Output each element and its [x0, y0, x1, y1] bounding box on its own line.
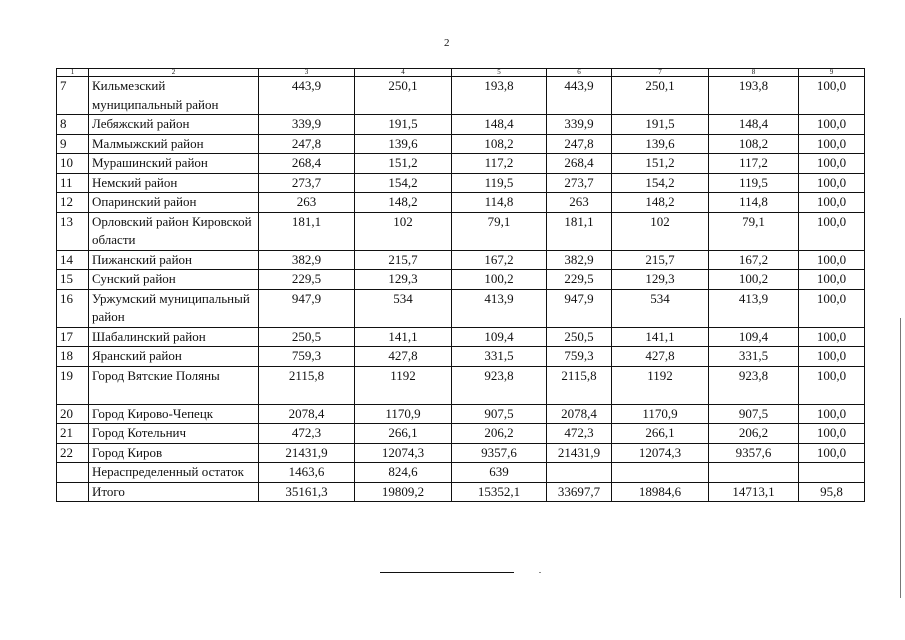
value-cell: 268,4 [547, 154, 612, 174]
value-cell: 100,0 [799, 115, 865, 135]
value-cell: 148,4 [709, 115, 799, 135]
value-cell [547, 463, 612, 483]
value-cell: 229,5 [259, 270, 355, 290]
table-row [57, 463, 865, 483]
row-number-cell [57, 482, 89, 502]
value-cell: 1463,6 [259, 463, 355, 483]
value-cell: 119,5 [709, 173, 799, 193]
scan-edge-line [900, 318, 901, 598]
value-cell: 100,0 [799, 404, 865, 424]
table-row [57, 193, 865, 213]
value-cell: 100,0 [799, 366, 865, 404]
value-cell: 35161,3 [259, 482, 355, 502]
table-row [57, 134, 865, 154]
value-cell: 250,1 [612, 77, 709, 115]
row-number-cell: 17 [57, 327, 89, 347]
value-cell: 206,2 [709, 424, 799, 444]
value-cell: 12074,3 [355, 443, 452, 463]
value-cell: 100,0 [799, 134, 865, 154]
value-cell: 472,3 [259, 424, 355, 444]
value-cell: 247,8 [547, 134, 612, 154]
value-cell: 229,5 [547, 270, 612, 290]
row-number-cell: 14 [57, 250, 89, 270]
value-cell: 382,9 [259, 250, 355, 270]
value-cell: 266,1 [612, 424, 709, 444]
value-cell: 268,4 [259, 154, 355, 174]
value-cell: 15352,1 [452, 482, 547, 502]
row-number-cell: 10 [57, 154, 89, 174]
row-number-cell: 22 [57, 443, 89, 463]
value-cell: 167,2 [452, 250, 547, 270]
municipality-name-cell: Город Кирово-Чепецк [89, 404, 259, 424]
value-cell: 154,2 [612, 173, 709, 193]
municipality-name-cell: Немский район [89, 173, 259, 193]
value-cell: 108,2 [452, 134, 547, 154]
value-cell: 100,0 [799, 193, 865, 213]
value-cell: 100,0 [799, 347, 865, 367]
value-cell: 148,2 [355, 193, 452, 213]
municipality-name-cell: Нераспределенный остаток [89, 463, 259, 483]
value-cell: 215,7 [355, 250, 452, 270]
row-number-cell: 12 [57, 193, 89, 213]
value-cell: 108,2 [709, 134, 799, 154]
value-cell: 151,2 [612, 154, 709, 174]
value-cell: 266,1 [355, 424, 452, 444]
value-cell: 639 [452, 463, 547, 483]
value-cell: 100,0 [799, 173, 865, 193]
municipality-name-cell: Город Котельнич [89, 424, 259, 444]
value-cell: 947,9 [259, 289, 355, 327]
row-number-cell: 19 [57, 366, 89, 404]
value-cell: 21431,9 [547, 443, 612, 463]
value-cell: 100,0 [799, 443, 865, 463]
value-cell: 79,1 [452, 212, 547, 250]
page-number: 2 [444, 37, 450, 49]
municipality-name-cell: Кильмезский муниципальный район [89, 77, 259, 115]
value-cell: 139,6 [612, 134, 709, 154]
value-cell: 427,8 [612, 347, 709, 367]
municipality-name-cell: Итого [89, 482, 259, 502]
value-cell: 2115,8 [547, 366, 612, 404]
value-cell: 339,9 [547, 115, 612, 135]
value-cell: 273,7 [547, 173, 612, 193]
municipality-name-cell: Сунский район [89, 270, 259, 290]
row-number-cell: 13 [57, 212, 89, 250]
value-cell: 151,2 [355, 154, 452, 174]
column-number-cell: 4 [355, 69, 452, 77]
column-number-cell: 6 [547, 69, 612, 77]
value-cell: 250,1 [355, 77, 452, 115]
value-cell: 907,5 [452, 404, 547, 424]
municipality-name-cell: Город Вятские Поляны [89, 366, 259, 404]
value-cell: 129,3 [612, 270, 709, 290]
row-number-cell: 8 [57, 115, 89, 135]
value-cell: 154,2 [355, 173, 452, 193]
value-cell: 534 [612, 289, 709, 327]
value-cell: 331,5 [709, 347, 799, 367]
value-cell: 191,5 [612, 115, 709, 135]
table-row [57, 77, 865, 115]
value-cell: 100,0 [799, 77, 865, 115]
column-number-cell: 1 [57, 69, 89, 77]
value-cell: 100,0 [799, 250, 865, 270]
column-number-cell: 3 [259, 69, 355, 77]
value-cell: 117,2 [709, 154, 799, 174]
row-number-cell: 9 [57, 134, 89, 154]
value-cell: 100,0 [799, 154, 865, 174]
value-cell: 95,8 [799, 482, 865, 502]
value-cell [709, 463, 799, 483]
value-cell: 250,5 [259, 327, 355, 347]
municipality-name-cell: Шабалинский район [89, 327, 259, 347]
table-row [57, 404, 865, 424]
value-cell: 141,1 [612, 327, 709, 347]
value-cell: 100,0 [799, 327, 865, 347]
table-row [57, 250, 865, 270]
value-cell: 907,5 [709, 404, 799, 424]
value-cell: 14713,1 [709, 482, 799, 502]
value-cell: 100,0 [799, 289, 865, 327]
value-cell: 18984,6 [612, 482, 709, 502]
value-cell: 413,9 [709, 289, 799, 327]
value-cell: 193,8 [452, 77, 547, 115]
municipality-name-cell: Мурашинский район [89, 154, 259, 174]
table-row [57, 289, 865, 327]
value-cell: 247,8 [259, 134, 355, 154]
value-cell: 534 [355, 289, 452, 327]
table-row [57, 327, 865, 347]
value-cell: 2115,8 [259, 366, 355, 404]
value-cell: 2078,4 [547, 404, 612, 424]
value-cell: 824,6 [355, 463, 452, 483]
value-cell: 191,5 [355, 115, 452, 135]
municipality-name-cell: Орловский район Кировской области [89, 212, 259, 250]
value-cell: 119,5 [452, 173, 547, 193]
value-cell: 263 [547, 193, 612, 213]
value-cell [799, 463, 865, 483]
row-number-cell: 21 [57, 424, 89, 444]
value-cell: 181,1 [547, 212, 612, 250]
table-row [57, 424, 865, 444]
table-row [57, 482, 865, 502]
value-cell: 9357,6 [709, 443, 799, 463]
scan-mark [539, 572, 541, 573]
value-cell: 148,2 [612, 193, 709, 213]
value-cell: 141,1 [355, 327, 452, 347]
value-cell: 215,7 [612, 250, 709, 270]
value-cell: 19809,2 [355, 482, 452, 502]
value-cell: 427,8 [355, 347, 452, 367]
row-number-cell: 11 [57, 173, 89, 193]
value-cell: 193,8 [709, 77, 799, 115]
value-cell: 923,8 [709, 366, 799, 404]
value-cell: 759,3 [547, 347, 612, 367]
value-cell: 114,8 [709, 193, 799, 213]
value-cell: 263 [259, 193, 355, 213]
value-cell: 1192 [355, 366, 452, 404]
table-row [57, 212, 865, 250]
value-cell: 443,9 [259, 77, 355, 115]
value-cell: 413,9 [452, 289, 547, 327]
row-number-cell: 20 [57, 404, 89, 424]
value-cell: 181,1 [259, 212, 355, 250]
signature-rule [380, 572, 514, 573]
municipality-name-cell: Лебяжский район [89, 115, 259, 135]
value-cell: 443,9 [547, 77, 612, 115]
table-row [57, 154, 865, 174]
value-cell: 100,2 [452, 270, 547, 290]
value-cell: 273,7 [259, 173, 355, 193]
table-row [57, 173, 865, 193]
value-cell: 102 [355, 212, 452, 250]
value-cell: 139,6 [355, 134, 452, 154]
value-cell: 9357,6 [452, 443, 547, 463]
value-cell: 167,2 [709, 250, 799, 270]
column-number-row [57, 69, 865, 77]
value-cell: 117,2 [452, 154, 547, 174]
municipality-name-cell: Уржумский муниципальный район [89, 289, 259, 327]
column-number-cell: 7 [612, 69, 709, 77]
value-cell: 129,3 [355, 270, 452, 290]
value-cell: 339,9 [259, 115, 355, 135]
table-row [57, 443, 865, 463]
municipality-name-cell: Опаринский район [89, 193, 259, 213]
value-cell: 947,9 [547, 289, 612, 327]
value-cell: 1192 [612, 366, 709, 404]
column-number-cell: 2 [89, 69, 259, 77]
table-row [57, 347, 865, 367]
table-body [57, 69, 865, 502]
row-number-cell: 7 [57, 77, 89, 115]
value-cell: 923,8 [452, 366, 547, 404]
value-cell: 21431,9 [259, 443, 355, 463]
column-number-cell: 8 [709, 69, 799, 77]
column-number-cell: 5 [452, 69, 547, 77]
allocation-table [56, 68, 865, 502]
value-cell: 250,5 [547, 327, 612, 347]
table-row [57, 366, 865, 404]
value-cell: 148,4 [452, 115, 547, 135]
value-cell: 12074,3 [612, 443, 709, 463]
municipality-name-cell: Город Киров [89, 443, 259, 463]
municipality-name-cell: Пижанский район [89, 250, 259, 270]
value-cell: 100,0 [799, 424, 865, 444]
row-number-cell [57, 463, 89, 483]
table-row [57, 115, 865, 135]
value-cell: 79,1 [709, 212, 799, 250]
value-cell: 759,3 [259, 347, 355, 367]
value-cell: 331,5 [452, 347, 547, 367]
municipality-name-cell: Яранский район [89, 347, 259, 367]
value-cell: 100,0 [799, 270, 865, 290]
value-cell: 2078,4 [259, 404, 355, 424]
value-cell: 102 [612, 212, 709, 250]
value-cell: 109,4 [452, 327, 547, 347]
row-number-cell: 15 [57, 270, 89, 290]
column-number-cell: 9 [799, 69, 865, 77]
value-cell [612, 463, 709, 483]
municipality-name-cell: Малмыжский район [89, 134, 259, 154]
value-cell: 109,4 [709, 327, 799, 347]
value-cell: 1170,9 [355, 404, 452, 424]
value-cell: 472,3 [547, 424, 612, 444]
row-number-cell: 16 [57, 289, 89, 327]
value-cell: 382,9 [547, 250, 612, 270]
value-cell: 100,2 [709, 270, 799, 290]
value-cell: 33697,7 [547, 482, 612, 502]
value-cell: 1170,9 [612, 404, 709, 424]
value-cell: 100,0 [799, 212, 865, 250]
table-row [57, 270, 865, 290]
value-cell: 114,8 [452, 193, 547, 213]
row-number-cell: 18 [57, 347, 89, 367]
value-cell: 206,2 [452, 424, 547, 444]
